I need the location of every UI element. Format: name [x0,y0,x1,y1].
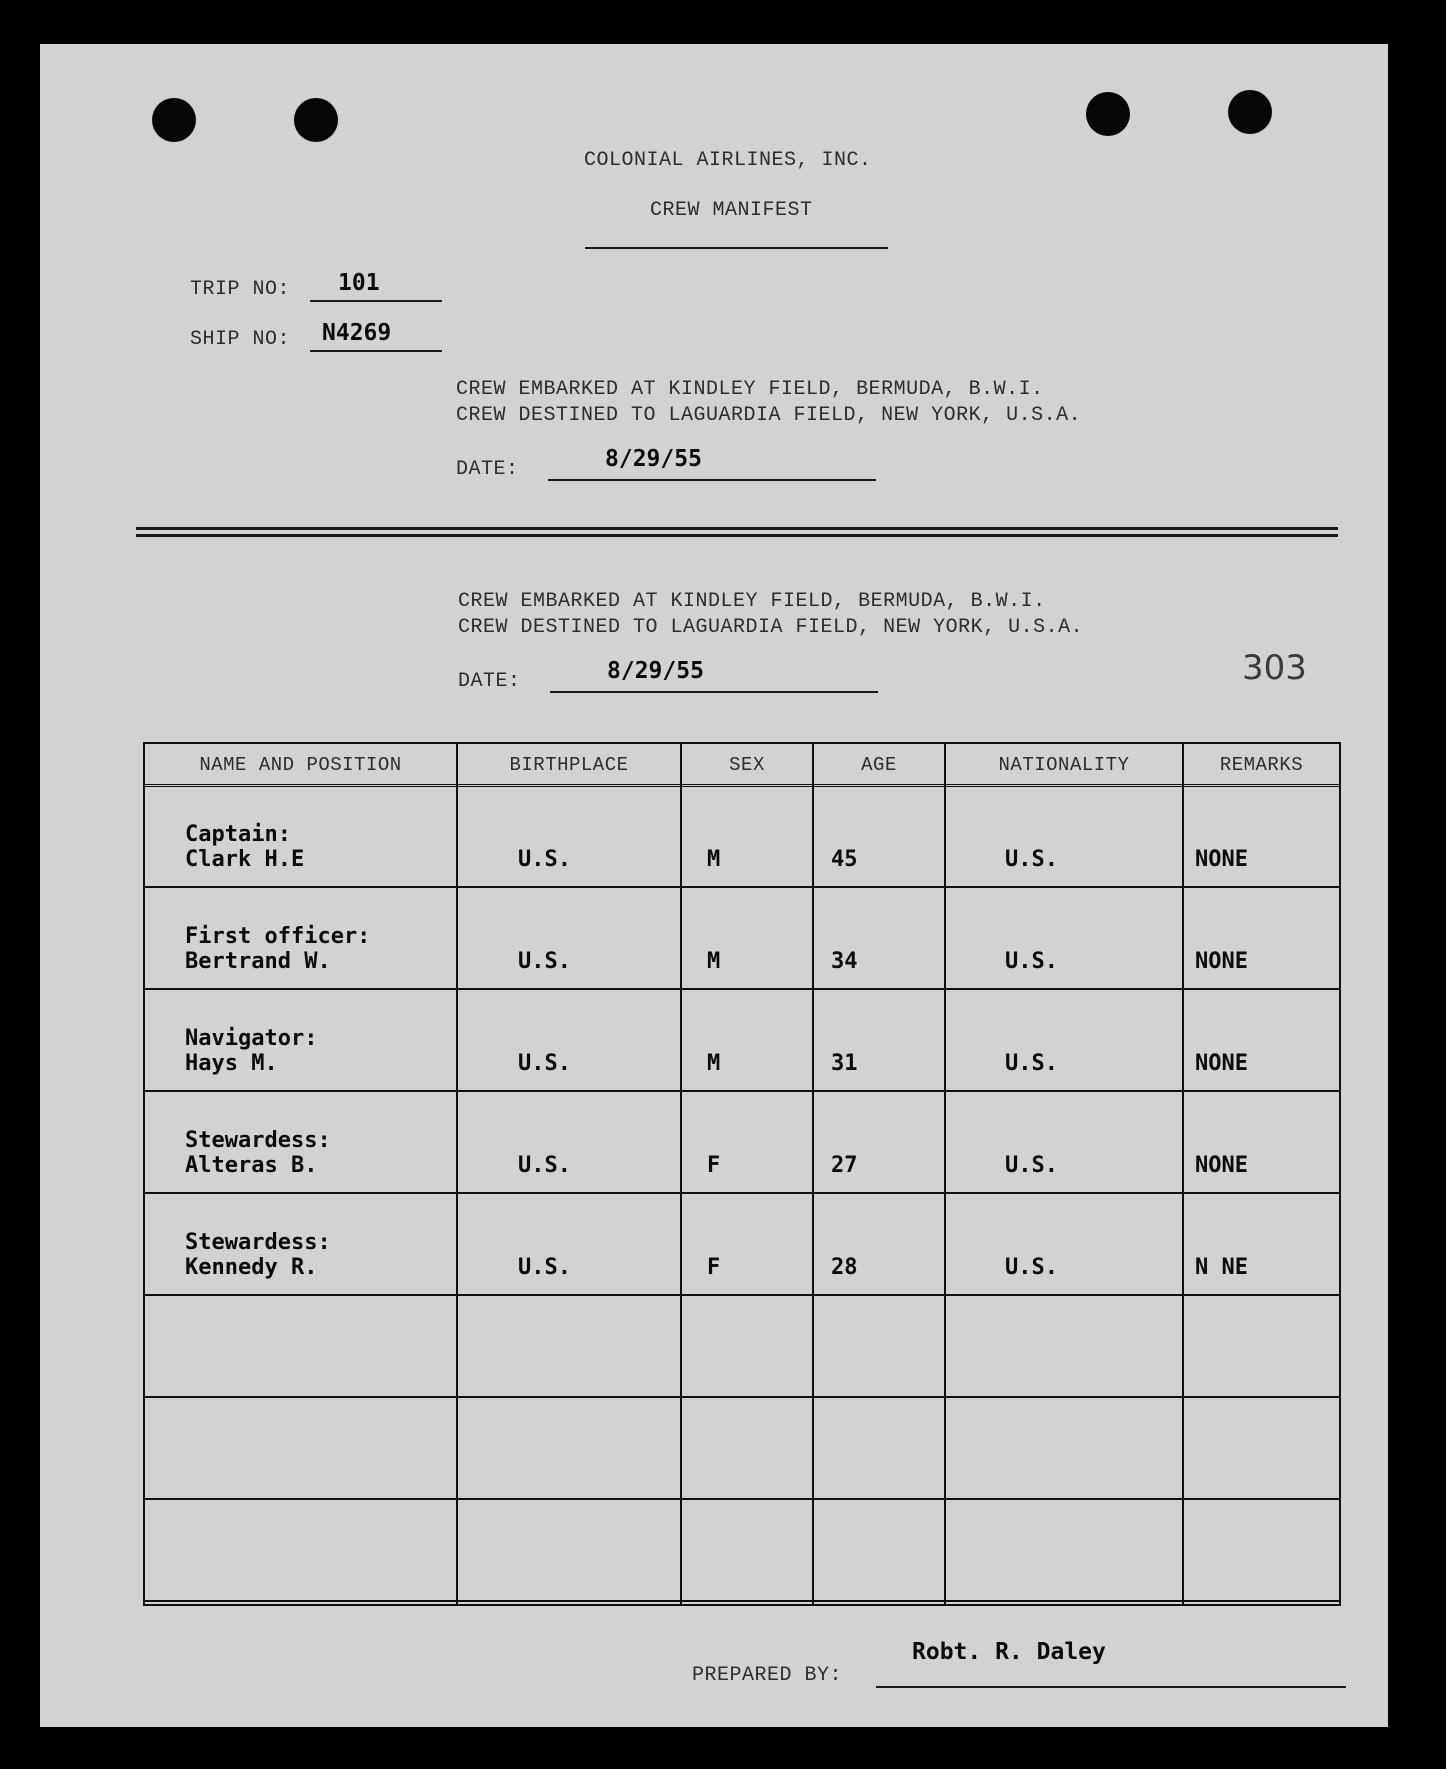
ship-underline [310,350,442,352]
document-title: CREW MANIFEST [650,199,813,222]
crew-name: Hays M. [185,1051,278,1076]
header-nationality: NATIONALITY [998,754,1130,776]
column-divider [456,744,458,1604]
crew-position: Stewardess: [185,1128,331,1153]
date-label-2: DATE: [458,670,521,693]
crew-position: First officer: [185,924,371,949]
crew-name: Kennedy R. [185,1255,318,1280]
crew-name: Alteras B. [185,1153,318,1178]
date-underline-2 [550,691,878,693]
crew-birthplace: U.S. [518,1051,571,1076]
crew-sex: M [707,949,721,974]
crew-name: Bertrand W. [185,949,331,974]
crew-position: Navigator: [185,1026,318,1051]
signature-line [876,1686,1346,1688]
crew-age: 34 [831,949,858,974]
date-value-1: 8/29/55 [605,446,702,472]
section-divider [136,534,1338,537]
crew-birthplace: U.S. [518,1255,571,1280]
trip-number: 101 [338,270,380,296]
crew-remarks: NONE [1195,847,1248,872]
column-divider [944,744,946,1604]
ship-number: N4269 [322,320,392,346]
punch-hole [152,98,196,142]
crew-age: 31 [831,1051,858,1076]
row-divider [145,886,1339,888]
company-name: COLONIAL AIRLINES, INC. [584,149,872,172]
crew-sex: F [707,1153,721,1178]
header-name-position: NAME AND POSITION [199,754,402,776]
section-divider [136,527,1338,530]
header-remarks: REMARKS [1219,754,1304,776]
destined-line-1: CREW DESTINED TO LAGUARDIA FIELD, NEW YORK, U.S.A. [456,404,1082,427]
row-divider [145,1396,1339,1398]
column-divider [1182,744,1184,1604]
crew-age: 28 [831,1255,858,1280]
crew-birthplace: U.S. [518,847,571,872]
embarked-line-1: CREW EMBARKED AT KINDLEY FIELD, BERMUDA, B.W.I. [456,378,1044,401]
crew-table [143,742,1341,1606]
column-divider [812,744,814,1604]
prepared-by-signature: Robt. R. Daley [912,1639,1106,1665]
ship-label: SHIP NO: [190,328,291,351]
embarked-line-2: CREW EMBARKED AT KINDLEY FIELD, BERMUDA, B.W.I. [458,590,1046,613]
crew-birthplace: U.S. [518,949,571,974]
header-sex: SEX [729,754,765,776]
crew-nationality: U.S. [1005,949,1058,974]
row-divider [145,1090,1339,1092]
row-divider [145,988,1339,990]
crew-age: 27 [831,1153,858,1178]
crew-remarks: NONE [1195,949,1248,974]
trip-underline [310,300,442,302]
destined-line-2: CREW DESTINED TO LAGUARDIA FIELD, NEW YORK, U.S.A. [458,616,1084,639]
crew-nationality: U.S. [1005,1153,1058,1178]
column-divider [680,744,682,1604]
trip-label: TRIP NO: [190,278,291,301]
crew-remarks: NONE [1195,1051,1248,1076]
row-divider [145,1192,1339,1194]
crew-nationality: U.S. [1005,1051,1058,1076]
crew-remarks: NONE [1195,1153,1248,1178]
crew-sex: M [707,847,721,872]
crew-position: Captain: [185,822,291,847]
row-divider [145,1294,1339,1296]
crew-nationality: U.S. [1005,1255,1058,1280]
crew-name: Clark H.E [185,847,305,872]
date-label-1: DATE: [456,458,519,481]
date-value-2: 8/29/55 [607,658,704,684]
crew-position: Stewardess: [185,1230,331,1255]
crew-sex: F [707,1255,721,1280]
crew-age: 45 [831,847,858,872]
crew-nationality: U.S. [1005,847,1058,872]
title-underline [585,247,888,249]
crew-birthplace: U.S. [518,1153,571,1178]
punch-hole [1228,90,1272,134]
row-divider [145,1498,1339,1500]
punch-hole [1086,92,1130,136]
prepared-by-label: PREPARED BY: [692,1664,843,1687]
crew-remarks: N NE [1195,1255,1248,1280]
header-birthplace: BIRTHPLACE [509,754,629,776]
page-number-stamp: 303 [1242,648,1307,688]
header-age: AGE [861,754,897,776]
punch-hole [294,98,338,142]
crew-sex: M [707,1051,721,1076]
date-underline-1 [548,479,876,481]
row-divider [145,1600,1339,1602]
